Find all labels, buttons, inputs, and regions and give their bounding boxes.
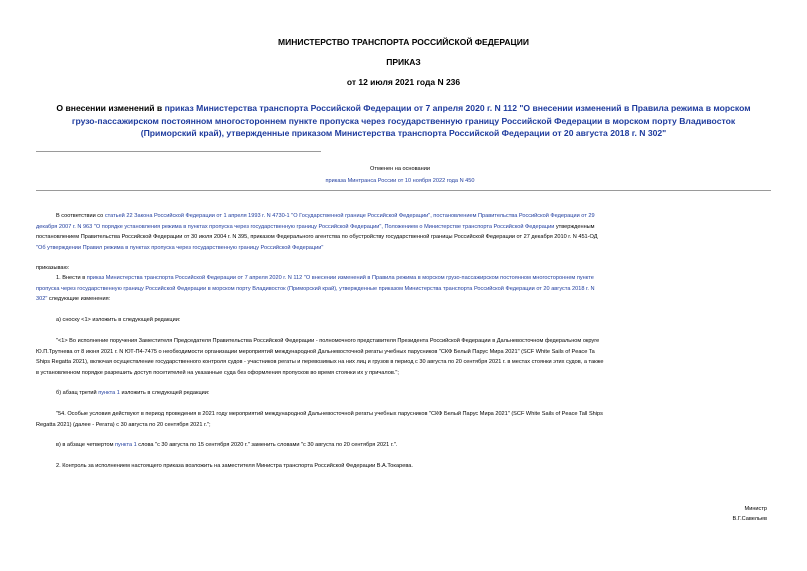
item-b-text: изложить в следующей редакции: (119, 390, 210, 396)
preamble-paragraph (36, 211, 771, 253)
document-type: ПРИКАЗ (386, 57, 421, 67)
title-text: О внесении изменений в (56, 103, 165, 113)
item-v (36, 440, 771, 451)
paragraph-54-line: "54. Особые условия действуют в период проведения в 2021 году мероприятий международной Дальневосточной регаты учебных парусников "СКФ Белый Парус Мира 2021" (SCF White Sails of Peace Tall Ships (56, 411, 603, 417)
order-112-link-cont[interactable]: 302" (36, 296, 48, 302)
divider-short (36, 151, 321, 152)
item-1-text: следующие изменения: (47, 296, 111, 302)
item-a: а) сноску <1> изложить в следующей редакции: (56, 317, 181, 323)
preamble-text: постановлением Правительства Российской Федерации от 30 июля 2004 г. N 395, приказом Федерального агентства по обустройству государственной границы Российской Федерации от 27 декабря 2010 г. N 451-ОД (36, 234, 598, 240)
document-title (20, 102, 787, 140)
preamble-text: В соответствии со (56, 213, 105, 219)
item-v-point-link[interactable]: пункта 1 (115, 442, 137, 448)
order-word: приказываю: (36, 265, 70, 271)
ministry-heading: МИНИСТЕРСТВО ТРАНСПОРТА РОССИЙСКОЙ ФЕДЕРАЦИИ (278, 37, 529, 47)
divider-full (36, 190, 771, 191)
item-v-text: слова "с 30 августа по 15 сентября 2020 г." заменить словами "с 30 августа по 20 сентября 2021 г.". (136, 442, 398, 448)
signatory-name: В.Г.Савельев (732, 516, 767, 522)
footnote-line: Ships Regatta 2021), включая осуществление государственного контроля судов - участников регаты и перевозимых на них лиц и грузов в период с 30 августа по 20 сентября 2021 г. в местах стоянки этих судов, а также (36, 359, 604, 365)
title-order-link-cont[interactable]: (Приморский край), утвержденные приказом Министерства транспорта Российской Федерации от 20 августа 2018 г. N 302" (140, 128, 667, 138)
preamble-text: утвержденным (554, 223, 595, 230)
footnote-line: в установленном порядке разрешить доступ посетителей на указанные суда без оформления пропусков во время стоянки их у причалов."; (36, 369, 399, 376)
date-number: от 12 июля 2021 года N 236 (346, 77, 461, 87)
cancel-text: Отменен на основании (370, 166, 430, 172)
footnote-paragraph (36, 336, 771, 378)
item-1-text: 1. Внести в (56, 275, 87, 281)
law-link[interactable]: статьей 22 Закона Российской Федерации от 1 апреля 1993 г. N 4730-1 "О Государственной границе Российской Федерации", постановлением Правительства Российской Федерации от 29 (104, 213, 595, 219)
footnote-line: Ю.П.Трутнева от 8 июня 2021 г. N ЮТ-П4-7475 о необходимости организации мероприятий международной Дальневосточной регаты учебных парусников "СКФ Белый Парус Мира 2021" (SCF White Sails of Peace Ta (36, 348, 595, 355)
item-1-paragraph (36, 273, 771, 305)
regulation-link[interactable]: декабря 2007 г. N 963 "О порядке установления режима в пунктах пропуска через государственную границу Российской Федерации", Положением о Министерстве транспорта Российской Федерации (36, 223, 555, 230)
item-b-point-link[interactable]: пункта 1 (98, 390, 120, 396)
cancel-order-link[interactable]: приказа Минтранса России от 10 ноября 2022 года N 450 (325, 178, 475, 184)
rules-link[interactable]: "Об утверждении Правил режима в пунктах пропуска через государственную границу Российской Федерации" (36, 244, 324, 251)
signatory-position: Министр (744, 506, 767, 512)
paragraph-54-line: Regatta 2021) (далее - Регата) с 30 августа по 20 сентября 2021 г."; (36, 421, 211, 428)
signature-block (733, 504, 768, 524)
order-112-link[interactable]: приказ Министерства транспорта Российской Федерации от 7 апреля 2020 г. N 112 "О внесении изменений в Правила режима в морском грузо-пассажирском постоянном многостороннем пункте (86, 275, 594, 281)
item-b-text: б) абзац третий (56, 390, 99, 396)
title-order-link[interactable]: приказ Министерства транспорта Российской Федерации от 7 апреля 2020 г. N 112 "О внесении изменений в Правила режима в морском (164, 103, 751, 113)
order-112-link-cont[interactable]: пропуска через государственную границу Российской Федерации в морском порту Владивосток (Приморский край), утвержденные приказом Министерства транспорта Российской Федерации от 20 августа 2018 г. N (36, 285, 595, 292)
title-order-link-cont[interactable]: грузо-пассажирском постоянном многостороннем пункте пропуска через государственную границу Российской Федерации в морском порту Владивосток (71, 115, 736, 126)
paragraph-54 (36, 409, 771, 430)
item-v-text: в) в абзаце четвертом (56, 442, 116, 448)
item-b (36, 388, 771, 399)
footnote-line: "<1> Во исполнение поручения Заместителя Председателя Правительства Российской Федерации - полномочного представителя Президента Российской Федерации в Дальневосточном федеральном округе (56, 338, 600, 344)
cancel-note (200, 163, 600, 187)
item-2: 2. Контроль за исполнением настоящего приказа возложить на заместителя Министра транспорта Российской Федерации В.А.Токарева. (56, 463, 413, 469)
